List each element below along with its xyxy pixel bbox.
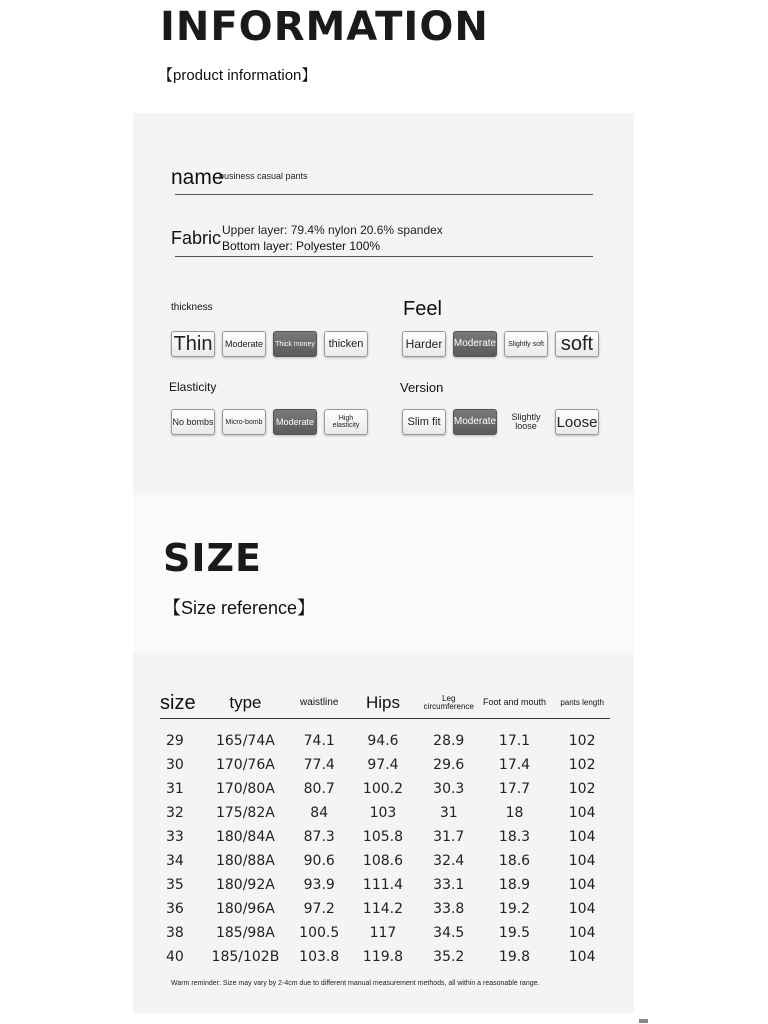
- cell-type: 180/96A: [215, 901, 275, 917]
- cell-pants-length: 104: [568, 901, 596, 917]
- cell-foot-and-mouth: 17.4: [498, 757, 531, 773]
- table-row: [160, 777, 610, 801]
- cell-leg-circumference: 33.1: [433, 877, 465, 893]
- table-row: [160, 801, 610, 825]
- elasticity-label: Elasticity: [169, 380, 217, 394]
- cell-pants-length: 104: [568, 949, 596, 965]
- cell-pants-length: 104: [568, 829, 596, 845]
- cell-waistline: 80.7: [303, 781, 335, 797]
- cell-hips: 114.2: [362, 901, 404, 917]
- thickness-option-thick-money[interactable]: Thick money: [273, 331, 317, 357]
- header-pants-length: pants length: [554, 688, 610, 719]
- table-row: [160, 921, 610, 945]
- table-row: [160, 849, 610, 873]
- cell-type: 170/76A: [215, 757, 275, 773]
- cell-waistline: 77.4: [303, 757, 335, 773]
- cell-foot-and-mouth: 17.1: [498, 733, 531, 749]
- cell-waistline: 93.9: [303, 877, 335, 893]
- header-leg-circumference: Leg circumference: [423, 688, 475, 719]
- table-spacer: [160, 719, 610, 730]
- fabric-underline: [175, 256, 593, 257]
- size-title: SIZE: [163, 536, 263, 580]
- table-row: [160, 945, 610, 969]
- cell-waistline: 103.8: [299, 949, 340, 965]
- cell-size: 35: [166, 877, 184, 893]
- cell-size: 31: [166, 781, 184, 797]
- cell-leg-circumference: 34.5: [433, 925, 465, 941]
- cell-hips: 117: [369, 925, 397, 941]
- elasticity-option-high-elasticity[interactable]: High elasticity: [324, 409, 368, 435]
- cell-waistline: 74.1: [303, 733, 335, 749]
- cell-hips: 119.8: [362, 949, 404, 965]
- cell-type: 185/98A: [215, 925, 275, 941]
- header-hips: Hips: [343, 688, 423, 719]
- cell-waistline: 84: [310, 805, 329, 821]
- cell-hips: 97.4: [367, 757, 399, 773]
- cell-leg-circumference: 29.6: [433, 757, 465, 773]
- table-row: [160, 825, 610, 849]
- name-underline: [175, 194, 593, 195]
- cell-size: 30: [166, 757, 184, 773]
- cell-hips: 103: [369, 805, 397, 821]
- warm-reminder-note: Warm reminder: Size may vary by 2-4cm due to different manual measurement methods, all within a reasonable range.: [171, 980, 540, 987]
- header-waistline: waistline: [295, 688, 343, 719]
- cell-size: 32: [166, 805, 184, 821]
- corner-mark: [639, 1019, 648, 1023]
- version-option-slightly-loose[interactable]: Slightly loose: [511, 412, 541, 431]
- cell-hips: 108.6: [362, 853, 404, 869]
- cell-type: 165/74A: [215, 733, 275, 749]
- header-foot-and-mouth: Foot and mouth: [475, 688, 555, 719]
- version-label: Version: [400, 380, 444, 395]
- header-type: type: [196, 688, 296, 719]
- cell-size: 34: [166, 853, 184, 869]
- fabric-upper-layer: Upper layer: 79.4% nylon 20.6% spandex: [222, 223, 443, 237]
- cell-type: 185/102B: [211, 949, 280, 965]
- cell-type: 170/80A: [215, 781, 275, 797]
- cell-size: 29: [166, 733, 184, 749]
- cell-hips: 100.2: [362, 781, 404, 797]
- cell-size: 33: [166, 829, 184, 845]
- cell-hips: 111.4: [362, 877, 404, 893]
- information-title: INFORMATION: [160, 4, 489, 50]
- cell-foot-and-mouth: 18.6: [498, 853, 531, 869]
- table-row: [160, 897, 610, 921]
- cell-foot-and-mouth: 19.2: [498, 901, 531, 917]
- version-option-loose[interactable]: Loose: [555, 409, 599, 435]
- size-subtitle: 【Size reference】: [163, 598, 316, 618]
- feel-option-harder[interactable]: Harder: [402, 331, 446, 357]
- cell-hips: 94.6: [367, 733, 399, 749]
- cell-leg-circumference: 33.8: [433, 901, 465, 917]
- cell-type: 180/92A: [215, 877, 275, 893]
- name-label: name: [171, 166, 224, 189]
- feel-label: Feel: [403, 298, 442, 320]
- elasticity-option-micro-bomb[interactable]: Micro-bomb: [222, 409, 266, 435]
- cell-type: 180/84A: [215, 829, 275, 845]
- cell-foot-and-mouth: 17.7: [498, 781, 531, 797]
- version-option-moderate[interactable]: Moderate: [453, 409, 497, 435]
- cell-waistline: 87.3: [303, 829, 335, 845]
- cell-leg-circumference: 35.2: [433, 949, 465, 965]
- cell-size: 40: [166, 949, 184, 965]
- elasticity-option-no-bombs[interactable]: No bombs: [171, 409, 215, 435]
- table-row: [160, 873, 610, 897]
- cell-leg-circumference: 32.4: [433, 853, 465, 869]
- cell-pants-length: 104: [568, 853, 596, 869]
- cell-foot-and-mouth: 18.3: [498, 829, 531, 845]
- cell-foot-and-mouth: 19.8: [498, 949, 531, 965]
- cell-leg-circumference: 30.3: [433, 781, 465, 797]
- feel-option-slightly-soft[interactable]: Slightly soft: [504, 331, 548, 357]
- table-row: [160, 729, 610, 753]
- header-size: size: [160, 688, 196, 719]
- thickness-option-thin[interactable]: Thin: [171, 331, 215, 357]
- cell-pants-length: 102: [568, 733, 596, 749]
- cell-waistline: 97.2: [303, 901, 335, 917]
- cell-leg-circumference: 28.9: [433, 733, 465, 749]
- size-table: [160, 688, 610, 969]
- thickness-option-moderate[interactable]: Moderate: [222, 331, 266, 357]
- cell-pants-length: 104: [568, 925, 596, 941]
- cell-waistline: 90.6: [303, 853, 335, 869]
- fabric-label: Fabric: [171, 228, 222, 248]
- cell-size: 38: [166, 925, 184, 941]
- size-table-header-row: [160, 688, 610, 719]
- cell-type: 175/82A: [215, 805, 275, 821]
- cell-pants-length: 102: [568, 757, 596, 773]
- cell-pants-length: 104: [568, 805, 596, 821]
- cell-leg-circumference: 31.7: [433, 829, 465, 845]
- feel-option-soft[interactable]: soft: [555, 331, 599, 357]
- table-row: [160, 753, 610, 777]
- cell-pants-length: 104: [568, 877, 596, 893]
- feel-option-moderate[interactable]: Moderate: [453, 331, 497, 357]
- name-value: business casual pants: [219, 171, 308, 181]
- thickness-option-thicken[interactable]: thicken: [324, 331, 368, 357]
- cell-leg-circumference: 31: [439, 805, 458, 821]
- cell-waistline: 100.5: [299, 925, 340, 941]
- cell-pants-length: 102: [568, 781, 596, 797]
- cell-foot-and-mouth: 19.5: [498, 925, 531, 941]
- thickness-label: thickness: [171, 302, 213, 313]
- cell-type: 180/88A: [215, 853, 275, 869]
- cell-foot-and-mouth: 18: [505, 805, 524, 821]
- elasticity-option-moderate[interactable]: Moderate: [273, 409, 317, 435]
- cell-foot-and-mouth: 18.9: [498, 877, 531, 893]
- version-option-slim-fit[interactable]: Slim fit: [402, 409, 446, 435]
- information-subtitle: 【product information】: [158, 67, 317, 84]
- fabric-bottom-layer: Bottom layer: Polyester 100%: [222, 239, 381, 253]
- cell-hips: 105.8: [362, 829, 404, 845]
- cell-size: 36: [166, 901, 184, 917]
